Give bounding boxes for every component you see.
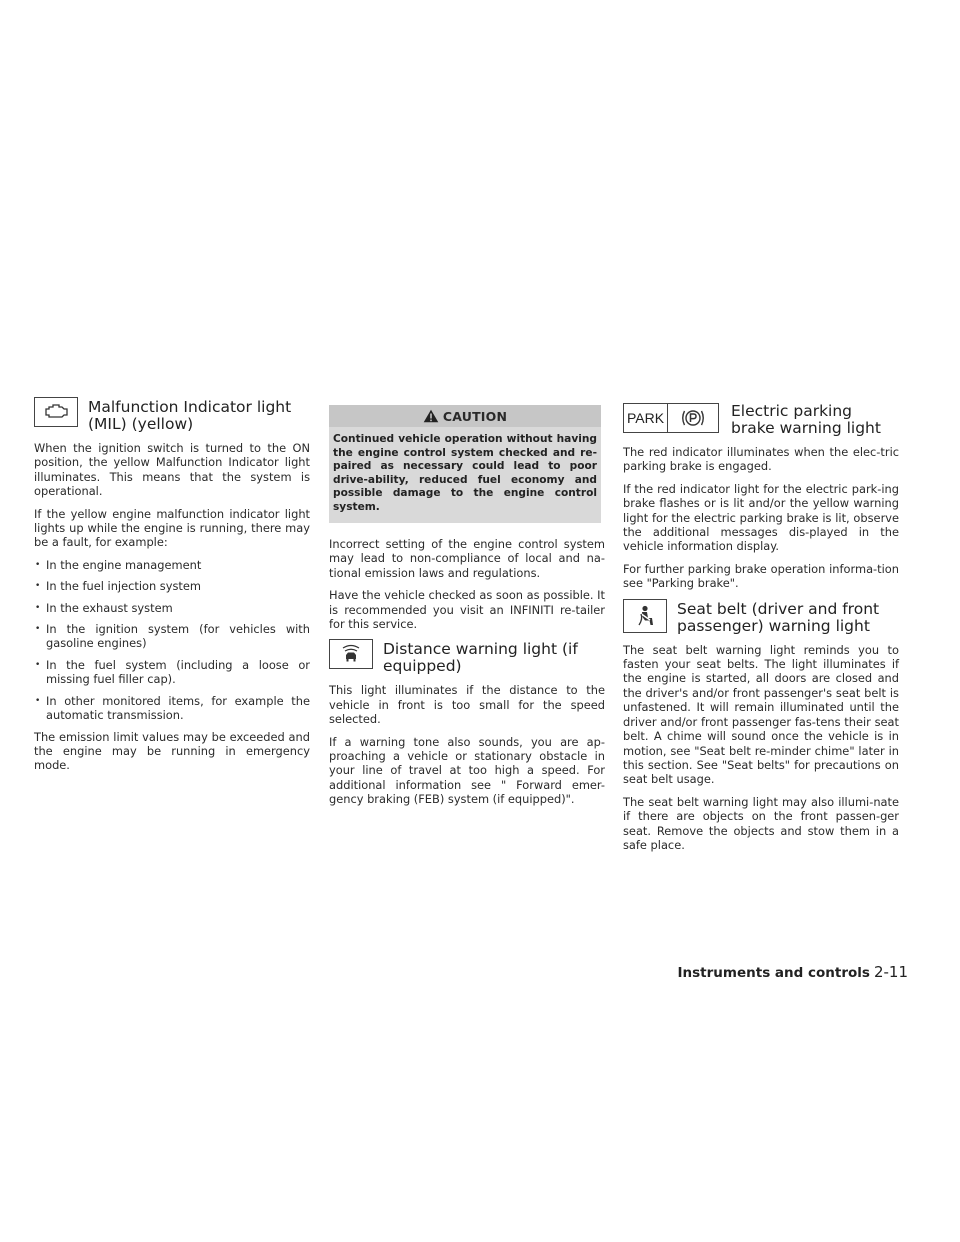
list-item: • In the engine management: [34, 558, 310, 572]
mil-fault-list: [34, 558, 310, 723]
seat-belt-icon: [623, 599, 667, 633]
seatbelt-title: Seat belt (driver and front passenger) warning light: [677, 599, 880, 635]
column-left: [34, 397, 310, 781]
caution-text: Continued vehicle operation without having the engine control system checked and re-paired as necessary could lead to poor drive-ability, reduced fuel economy and possible damage to the engine control system.: [333, 433, 597, 513]
caution-box: [329, 405, 601, 523]
distance-heading: [329, 639, 605, 675]
seatbelt-heading: [623, 599, 899, 635]
section-name: Instruments and controls: [677, 965, 870, 981]
parking-paragraph-2: If the red indicator light for the electric park-ing brake flashes or is lit and/or the yellow warning light for the electric parking brake is lit, observe the additional messages dis-played in the vehicle information display.: [623, 481, 899, 554]
column-middle: [329, 405, 605, 815]
page-footer: [678, 963, 908, 981]
list-item: • In other monitored items, for example the automatic transmission.: [34, 694, 310, 723]
parking-heading: [623, 403, 899, 437]
parking-paragraph-3: For further parking brake operation informa-tion see "Parking brake".: [623, 561, 899, 591]
parking-brake-icon: [667, 403, 719, 433]
list-item: • In the fuel system (including a loose or missing fuel filler cap).: [34, 658, 310, 687]
parking-paragraph-1: The red indicator illuminates when the elec-tric parking brake is engaged.: [623, 445, 899, 474]
emission-paragraph: Incorrect setting of the engine control system may lead to non-compliance of local and na-tional emission laws and regulations.: [329, 537, 605, 580]
warning-triangle-icon: [423, 409, 439, 423]
mil-heading: [34, 397, 310, 433]
mil-paragraph-2: If the yellow engine malfunction indicator light lights up while the engine is running, there may be a fault, for example:: [34, 506, 310, 550]
caution-header: [329, 405, 601, 427]
mil-title: Malfunction Indicator light (MIL) (yellow): [88, 398, 292, 433]
distance-paragraph-2: If a warning tone also sounds, you are ap-proaching a vehicle or stationary obstacle in your line of travel at too high a speed. For additional information see " Forward emer-gency braking (FEB) system (if equipped)".: [329, 734, 605, 807]
engine-icon: [34, 397, 78, 427]
seatbelt-paragraph-2: The seat belt warning light may also illumi-nate if there are objects on the front passen-ger seat. Remove the objects and stow them in a safe place.: [623, 794, 899, 852]
service-paragraph: Have the vehicle checked as soon as possible. It is recommended you visit an INFINITI re-tailer for this service.: [329, 588, 605, 632]
distance-warning-icon: [329, 639, 373, 669]
list-item: • In the exhaust system: [34, 601, 310, 615]
page-number: 2-11: [873, 963, 908, 981]
list-item: • In the fuel injection system: [34, 579, 310, 593]
parking-title: Electric parking brake warning light: [731, 402, 881, 437]
distance-paragraph-1: This light illuminates if the distance to the vehicle in front is too small for the speed selected.: [329, 683, 605, 727]
column-right: [623, 403, 899, 860]
distance-title: Distance warning light (if equipped): [383, 640, 578, 676]
mil-paragraph-3: The emission limit values may be exceeded and the engine may be running in emergency mode.: [34, 729, 310, 773]
list-item: • In the ignition system (for vehicles with gasoline engines): [34, 622, 310, 651]
mil-paragraph-1: When the ignition switch is turned to the ON position, the yellow Malfunction Indicator light illuminates. This means that the system is operational.: [34, 441, 310, 499]
park-label: PARK: [626, 410, 665, 426]
park-label-box: [623, 403, 667, 433]
seatbelt-paragraph-1: The seat belt warning light reminds you to fasten your seat belts. The light illuminates if the engine is started, all doors are closed and the driver's and/or front passenger's seat belt is unfastened. It will remain illuminated until the driver and/or front passenger fas-tens their seat belt. A chime will sound once the vehicle is in motion, see "Seat belt re-minder chime" later in this section. See "Seat belts" for precautions on seat belt usage.: [623, 642, 899, 787]
caution-label: CAUTION: [442, 408, 508, 424]
